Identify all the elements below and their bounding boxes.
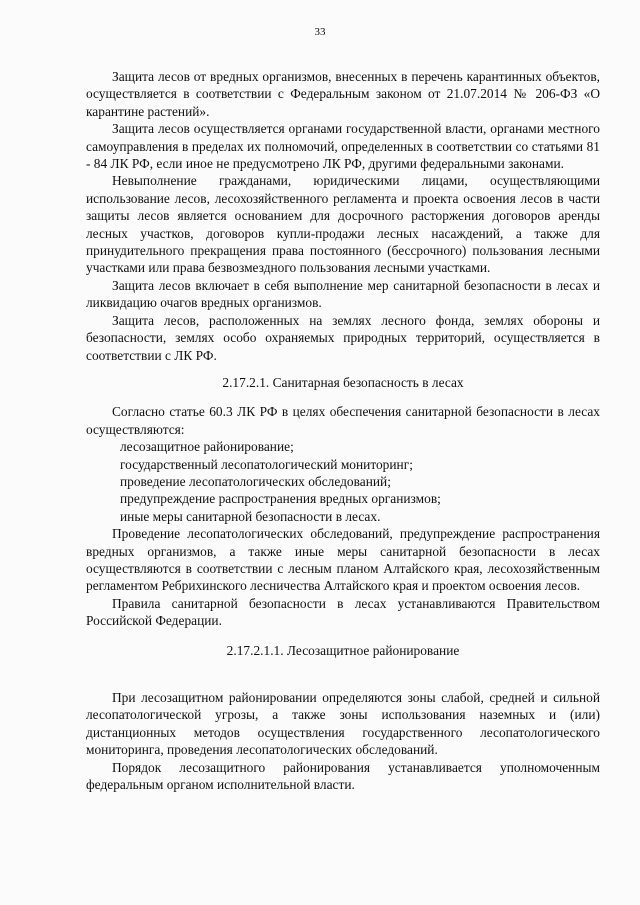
list-item: государственный лесопатологический мониторинг; xyxy=(120,456,413,472)
paragraph: При лесозащитном районировании определяются зоны слабой, средней и сильной лесопатологической угрозы, а также зоны использования наземных и (или) дистанционных методов осуществления государственного лесопатологического мониторинга, проведения лесопатологических обследований. xyxy=(86,690,600,758)
page-number: 33 xyxy=(314,26,326,38)
page-content xyxy=(86,68,600,793)
list-item: иные меры санитарной безопасности в лесах. xyxy=(120,508,381,524)
list-item: лесозащитное районирование; xyxy=(120,439,294,455)
paragraph: Защита лесов включает в себя выполнение мер санитарной безопасности в лесах и ликвидацию очагов вредных организмов. xyxy=(86,277,600,311)
list-item: предупреждение распространения вредных организмов; xyxy=(120,491,441,507)
list-item: проведение лесопатологических обследований; xyxy=(120,473,391,489)
paragraph: Проведение лесопатологических обследований, предупреждение распространения вредных организмов, а также иные меры санитарной безопасности в лесах осуществляются в соответствии с лесным планом Алтайского края, лесохозяйственным регламентом Ребрихинского лесничества Алтайского края и проектом освоения лесов. xyxy=(86,526,600,594)
paragraph: Порядок лесозащитного районирования устанавливается уполномоченным федеральным органом исполнительной власти. xyxy=(86,759,600,793)
paragraph: Невыполнение гражданами, юридическими лицами, осуществляющими использование лесов, лесохозяйственного регламента и проекта освоения лесов в части защиты лесов является основанием для досрочного расторжения договоров аренды лесных участков, договоров купли-продажи лесных насаждений, а также для принудительного прекращения права постоянного (бессрочного) пользования лесными участками или права безвозмездного пользования лесными участками. xyxy=(86,173,600,276)
paragraph: Согласно статье 60.3 ЛК РФ в целях обеспечения санитарной безопасности в лесах осуществляются: xyxy=(86,404,600,437)
subsection-heading: 2.17.2.1.1. Лесозащитное районирование xyxy=(226,642,460,658)
paragraph: Защита лесов от вредных организмов, внесенных в перечень карантинных объектов, осуществляется в соответствии с Федеральным законом от 21.07.2014 № 206-ФЗ «О карантине растений». xyxy=(86,69,600,119)
paragraph: Правила санитарной безопасности в лесах устанавливаются Правительством Российской Федерации. xyxy=(86,595,600,629)
paragraph: Защита лесов, расположенных на землях лесного фонда, землях обороны и безопасности, землях особо охраняемых природных территорий, осуществляется в соответствии с ЛК РФ. xyxy=(86,312,600,363)
paragraph: Защита лесов осуществляется органами государственной власти, органами местного самоуправления в пределах их полномочий, определенных в соответствии со статьями 81 - 84 ЛК РФ, если иное не предусмотрено ЛК РФ, другими федеральными законами. xyxy=(86,121,600,172)
section-heading: 2.17.2.1. Санитарная безопасность в лесах xyxy=(222,374,464,390)
